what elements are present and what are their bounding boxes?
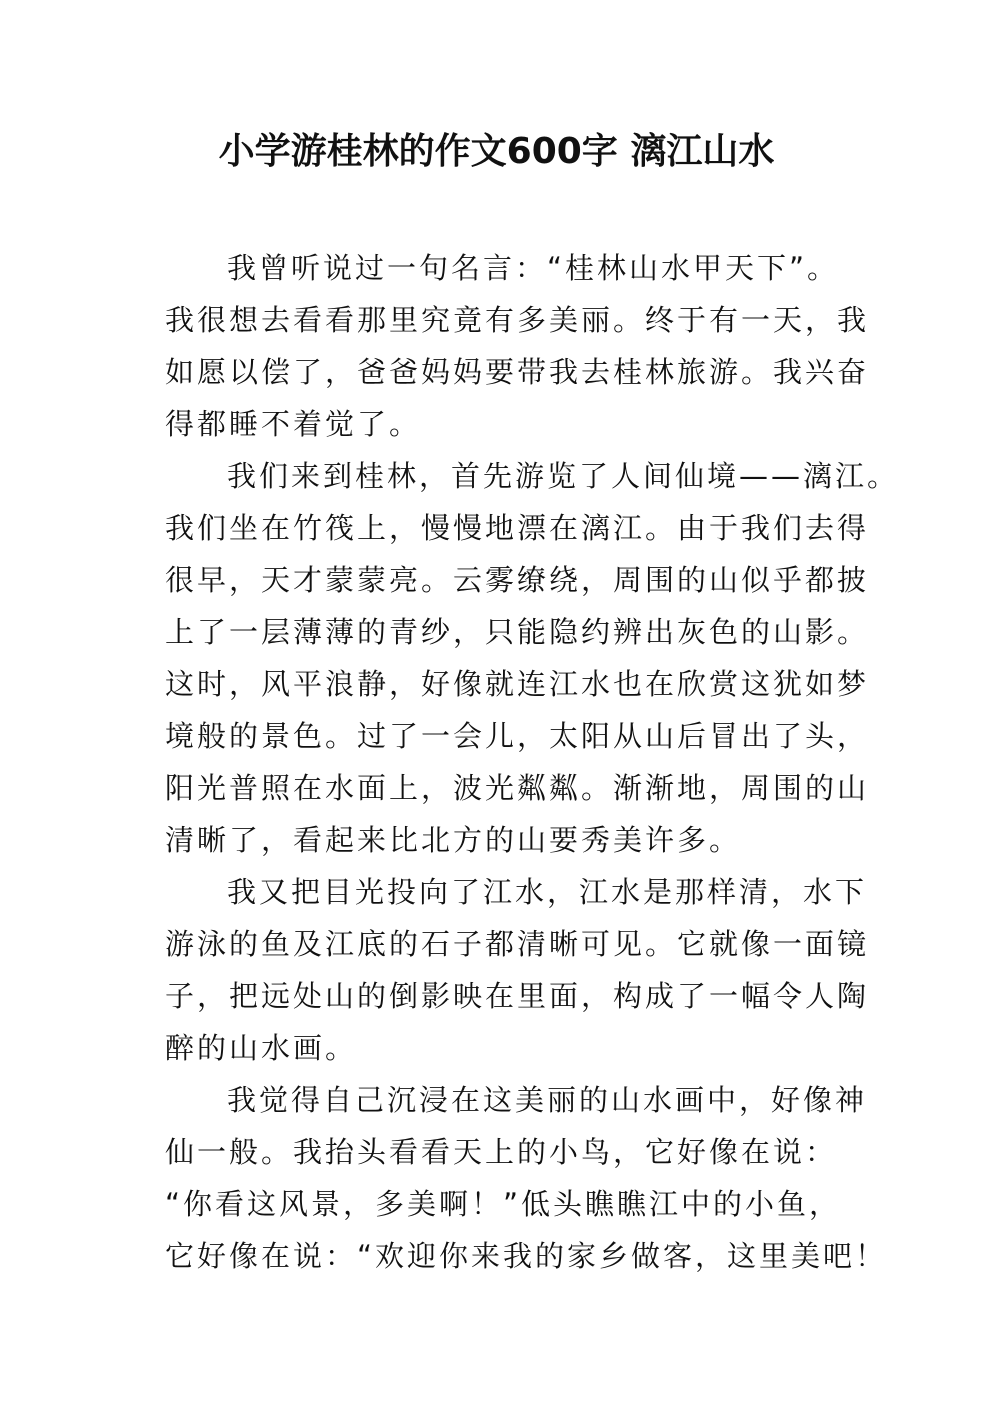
paragraph-line: 这时，风平浪静，好像就连江水也在欣赏这犹如梦 — [165, 667, 870, 701]
paragraph-line: 醉的山水画。 — [165, 1031, 358, 1065]
paragraph-line: 我们来到桂林，首先游览了人间仙境——漓江。 — [227, 459, 900, 493]
paragraph-line: “你看这风景，多美啊！”低头瞧瞧江中的小鱼， — [165, 1187, 842, 1221]
paragraph-line: 我们坐在竹筏上，慢慢地漂在漓江。由于我们去得 — [165, 511, 870, 545]
essay-body — [165, 242, 900, 1282]
paragraph-line: 清晰了，看起来比北方的山要秀美许多。 — [165, 823, 742, 857]
paragraph-line: 子，把远处山的倒影映在里面，构成了一幅令人陶 — [165, 979, 870, 1013]
paragraph-line: 境般的景色。过了一会儿，太阳从山后冒出了头， — [165, 719, 870, 753]
paragraph-line: 我很想去看看那里究竟有多美丽。终于有一天，我 — [165, 303, 870, 337]
paragraph-line: 上了一层薄薄的青纱，只能隐约辨出灰色的山影。 — [165, 615, 870, 649]
paragraph-line: 我觉得自己沉浸在这美丽的山水画中，好像神 — [227, 1083, 868, 1117]
paragraph-line: 游泳的鱼及江底的石子都清晰可见。它就像一面镜 — [165, 927, 870, 961]
paragraph-line: 我又把目光投向了江水，江水是那样清，水下 — [227, 875, 868, 909]
paragraph-line: 我曾听说过一句名言：“桂林山水甲天下”。 — [227, 251, 840, 285]
paragraph-line: 很早，天才蒙蒙亮。云雾缭绕，周围的山似乎都披 — [165, 563, 870, 597]
document-title: 小学游桂林的作文600字 漓江山水 — [218, 131, 775, 172]
paragraph-line: 仙一般。我抬头看看天上的小鸟，它好像在说： — [165, 1135, 838, 1169]
paragraph-line: 如愿以偿了，爸爸妈妈要带我去桂林旅游。我兴奋 — [165, 355, 870, 389]
paragraph-line: 阳光普照在水面上，波光粼粼。渐渐地，周围的山 — [165, 771, 870, 805]
paragraph-line: 得都睡不着觉了。 — [165, 407, 422, 441]
paragraph-line: 它好像在说：“欢迎你来我的家乡做客，这里美吧！ — [165, 1239, 888, 1273]
